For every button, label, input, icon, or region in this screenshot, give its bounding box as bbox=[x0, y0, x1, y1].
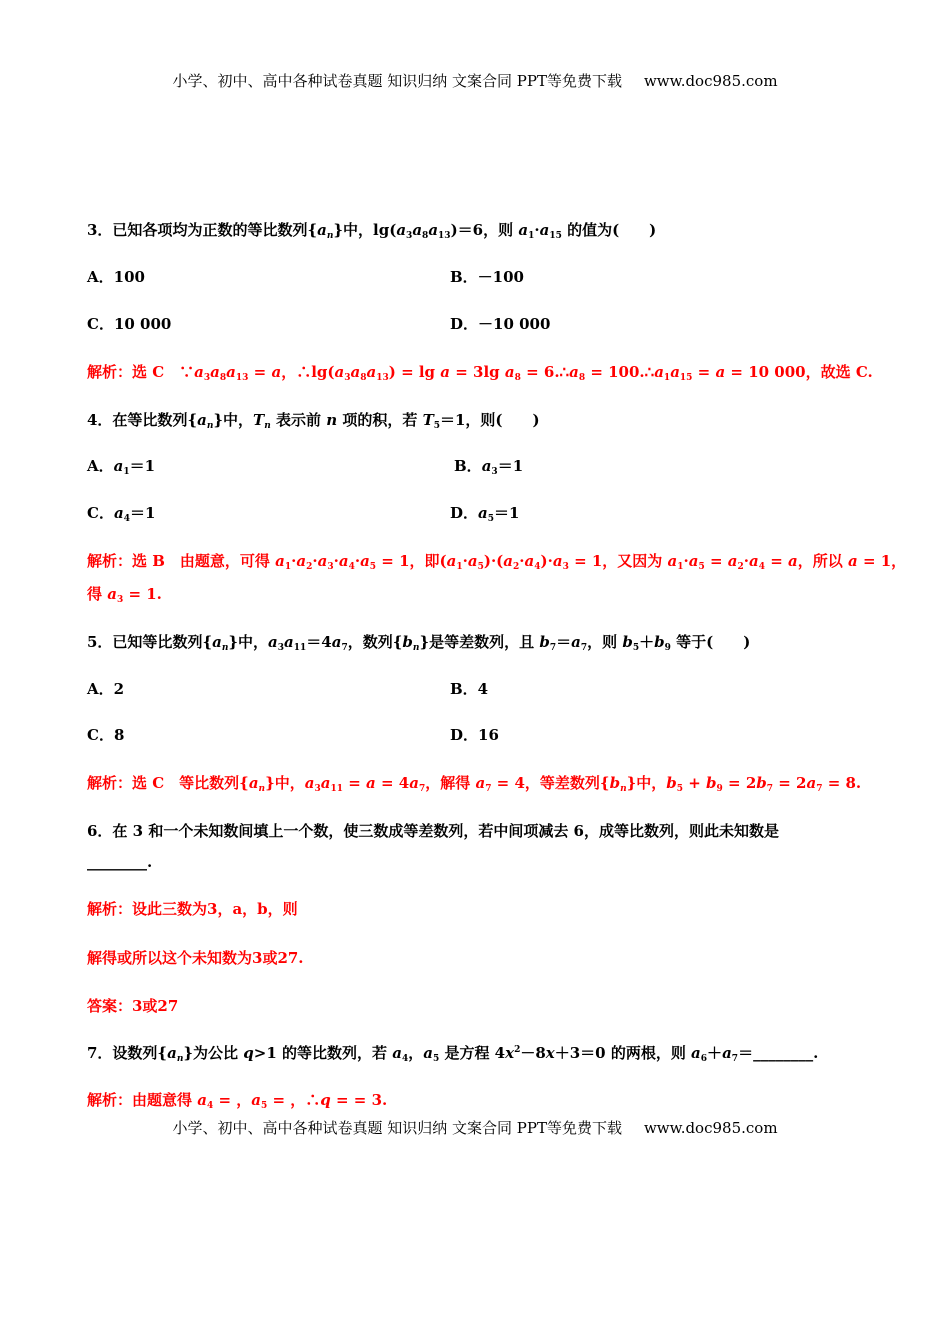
page-footer bbox=[0, 1117, 950, 1138]
q3-option-a: A．100 bbox=[87, 268, 145, 286]
question-6-blank: ________. bbox=[87, 853, 153, 871]
q5-option-b: B．4 bbox=[450, 680, 489, 698]
q5-solution: 解析：选 C 等比数列$\{a_n\}$中，$a_3a_{11} = a = 4a_7$，解得 $a_7 = 4$，等差数列$\{b_n\}$中，$b_5 + b_9 = 2b_7 = 2a_7 = 8$. bbox=[87, 774, 862, 794]
q5-option-d: D．16 bbox=[450, 726, 499, 744]
q3-option-c: C．10 000 bbox=[87, 315, 172, 333]
q4-solution-cont: 得 $a_3 = 1$. bbox=[87, 585, 162, 605]
q3-option-d: D．－10 000 bbox=[450, 315, 551, 333]
question-6: 6．在 3 和一个未知数间填上一个数，使三数成等差数列，若中间项减去 6，成等比数列，则此未知数是 bbox=[87, 822, 779, 840]
page-header bbox=[0, 70, 950, 91]
q5-option-a: A．2 bbox=[87, 680, 125, 698]
q6-solution-2: 解得或所以这个未知数为3或27. bbox=[87, 949, 304, 967]
question-4: 4．在等比数列$\{a_n\}$中，$T_n$ 表示前 n 项的积，若 $T_5=1$，则( ) bbox=[87, 411, 540, 431]
q4-option-c: C．$a_4=1$ bbox=[87, 504, 156, 524]
question-5: 5．已知等比数列$\{a_n\}$中，$a_3a_{11}=4a_7$，数列$\{b_n\}$是等差数列，且 $b_7=a_7$，则 $b_5+b_9$ 等于( ) bbox=[87, 633, 751, 653]
q3-option-b: B．－100 bbox=[450, 268, 524, 286]
header-url[interactable]: www.doc985.com bbox=[643, 72, 778, 90]
footer-text: 小学、初中、高中各种试卷真题 知识归纳 文案合同 PPT等免费下载 bbox=[172, 1119, 622, 1137]
q5-option-c: C．8 bbox=[87, 726, 125, 744]
q6-answer: 答案：3或27 bbox=[87, 997, 179, 1015]
q6-solution-1: 解析：设此三数为3，a，b，则 bbox=[87, 900, 298, 918]
footer-url[interactable]: www.doc985.com bbox=[643, 1119, 778, 1137]
question-7: 7．设数列$\{a_n\}$为公比 q>1 的等比数列，若 $a_4$，$a_5$ 是方程 $4x^2-8x+3=0$ 的两根，则 $a_6+a_7=\_\_\_\_\_\_\_\_$. bbox=[87, 1044, 819, 1064]
q3-solution: 解析：选 C $\because a_3a_8a_{13} = a$，$\therefore\lg(a_3a_8a_{13}) = \lg a = 3\lg$ $a_8$ = $6.\therefore a_8$ = $100.\therefore a_1a_{15} = a = 10$ 000，故选 C. bbox=[87, 363, 873, 383]
q4-option-a: A．$a_1=1$ bbox=[87, 457, 156, 477]
q4-solution: 解析：选 B 由题意，可得 $a_1\cdot a_2\cdot a_3\cdot a_4\cdot a_5 = 1$，即$(a_1\cdot a_5)\cdot(a_2\cdot a_4)\cdot a_3 = 1$，又因为 $a_1\cdot a_5 = a_2\cdot a_4 = a$，所以 a = 1， bbox=[87, 552, 907, 572]
question-3: 3．已知各项均为正数的等比数列$\{a_n\}$中，$\lg(a_3a_8a_{13})=6$，则 $a_1\cdot a_{15}$ 的值为( ) bbox=[87, 221, 657, 241]
header-text: 小学、初中、高中各种试卷真题 知识归纳 文案合同 PPT等免费下载 bbox=[172, 72, 622, 90]
q7-solution: 解析：由题意得 $a_4$ = ，$a_5$ = ，∴q = = 3. bbox=[87, 1091, 388, 1111]
q4-option-b: B．$a_3=1$ bbox=[454, 457, 524, 477]
q4-option-d: D．$a_5=1$ bbox=[450, 504, 520, 524]
